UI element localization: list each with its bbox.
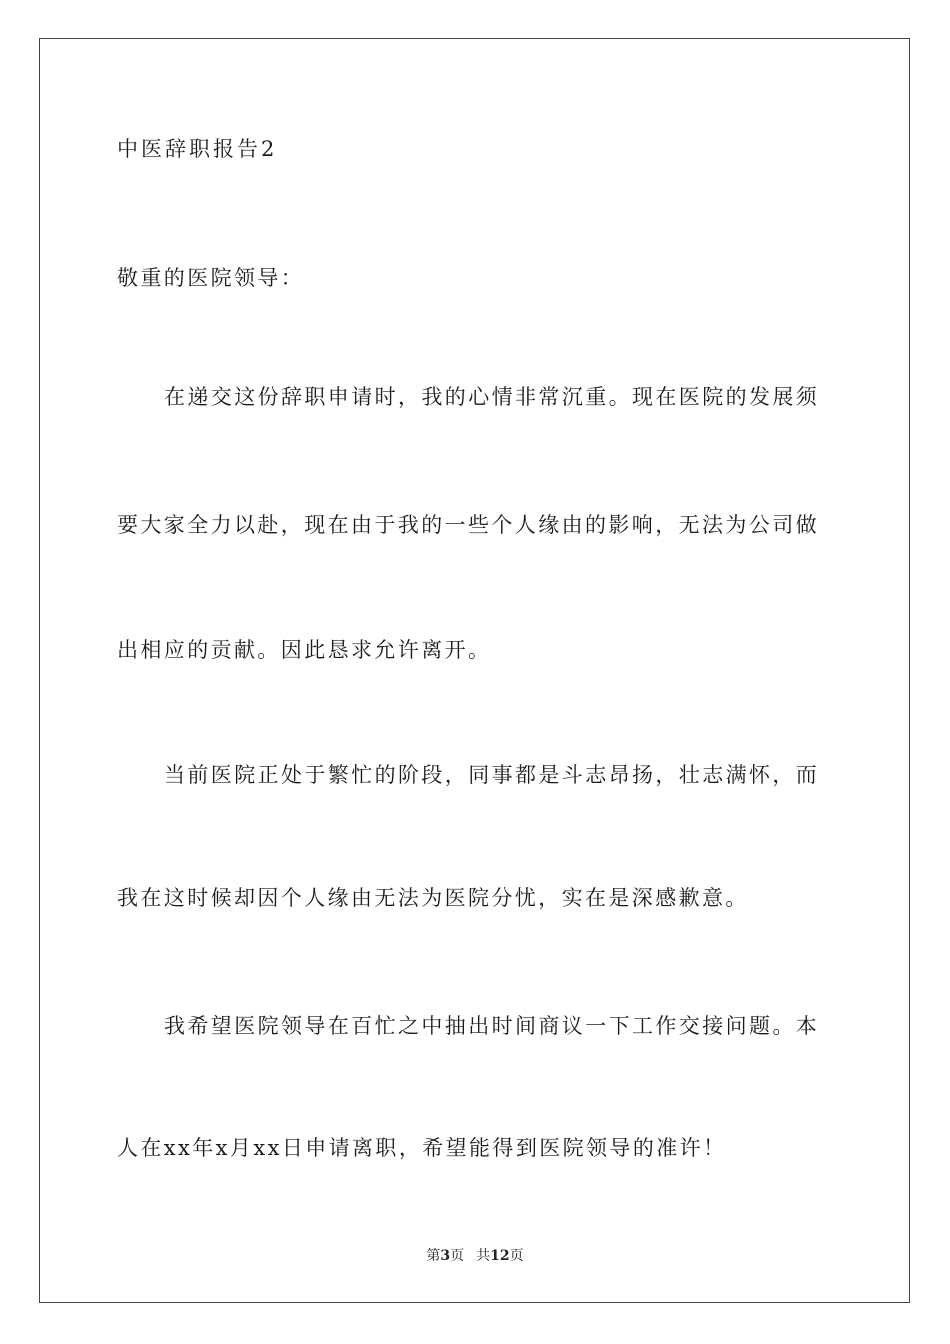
page-number: 3 — [440, 1248, 451, 1264]
paragraph-2-line-1: 当前医院正处于繁忙的阶段，同事都是斗志昂扬，壮志满怀，而 — [164, 763, 820, 787]
paragraph-2-line-2: 我在这时候却因个人缘由无法为医院分忧，实在是深感歉意。 — [117, 886, 749, 910]
paragraph-1-line-1: 在递交这份辞职申请时，我的心情非常沉重。现在医院的发展须 — [164, 385, 820, 409]
salutation: 敬重的医院领导： — [117, 266, 305, 290]
document-title: 中医辞职报告2 — [117, 137, 278, 161]
total-prefix: 共 — [476, 1248, 491, 1264]
page-border — [39, 38, 910, 1303]
page-suffix: 页 — [450, 1248, 465, 1264]
page-prefix: 第 — [426, 1248, 441, 1264]
total-pages: 12 — [490, 1248, 510, 1264]
paragraph-1-line-3: 出相应的贡献。因此恳求允许离开。 — [117, 638, 492, 662]
paragraph-3-line-1: 我希望医院领导在百忙之中抽出时间商议一下工作交接问题。本 — [164, 1014, 820, 1038]
paragraph-3-line-2: 人在xx年x月xx日申请离职，希望能得到医院领导的准许！ — [117, 1136, 727, 1160]
paragraph-1-line-2: 要大家全力以赴，现在由于我的一些个人缘由的影响，无法为公司做 — [117, 513, 819, 537]
total-suffix: 页 — [509, 1248, 524, 1264]
page-footer — [0, 1247, 950, 1265]
